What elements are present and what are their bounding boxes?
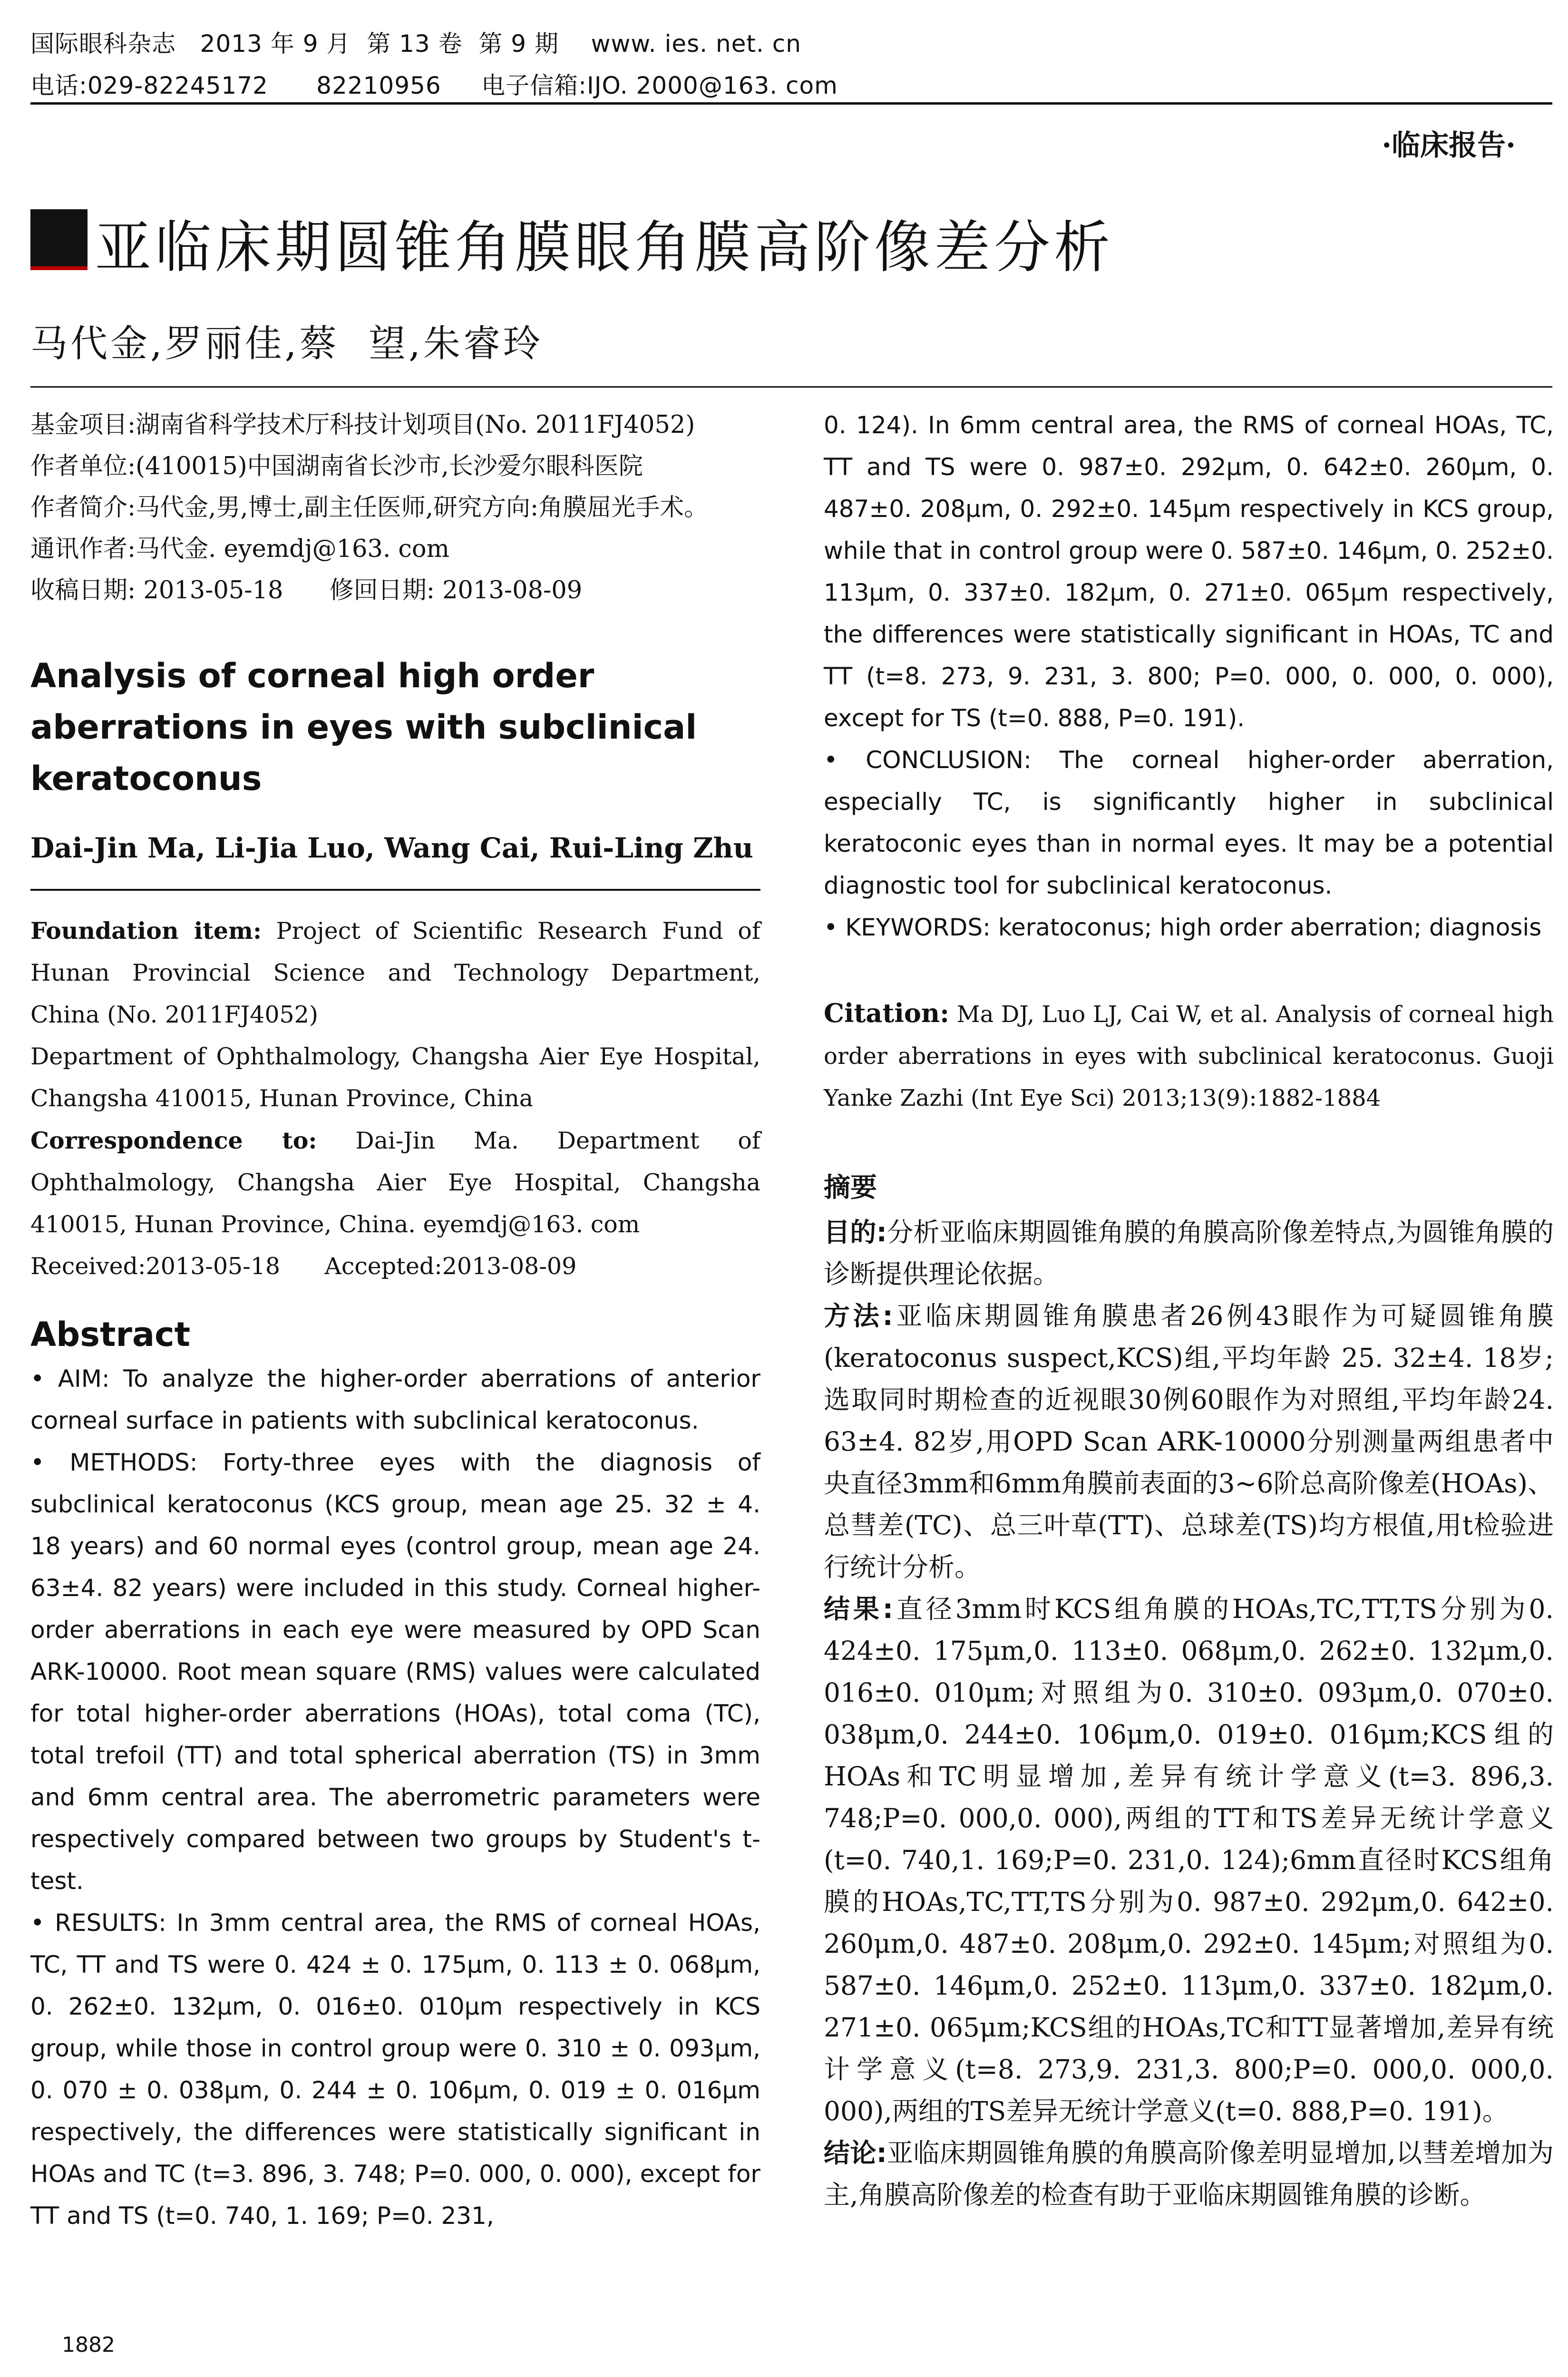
abstract-results-cont: 0. 124). In 6mm central area, the RMS of corneal HOAs, TC, TT and TS were 0. 987±0. 292μm, 0. 642±0. 260μm, 0. 487±0. 208μm, 0. 292±0. 145μm respectively in KCS group, while that in control group were 0. 587±0. 146μm, 0. 252±0. 113μm, 0. 337±0. 182μm, 0. 271±0. 065μm respectively, the differences were statistically significant in HOAs, TC and TT (t=8. 273, 9. 231, 3. 800; P=0. 000, 0. 000, 0. 000), except for TS (t=0. 888, P=0. 191). <box>824 411 1554 732</box>
header-rule <box>30 102 1552 105</box>
cn-meta-affiliation: 作者单位:(410015)中国湖南省长沙市,长沙爱尔眼科医院 <box>30 452 643 480</box>
abstract-body-cont <box>824 404 1554 948</box>
department: Department of Ophthalmology, Changsha Aier Eye Hospital, Changsha 410015, Hunan Province, China <box>30 1043 760 1112</box>
authors-rule <box>30 386 1552 388</box>
cn-results-label: 结果: <box>824 1594 893 1624</box>
cn-abstract-aim <box>824 1211 1554 1295</box>
en-meta-block <box>30 910 760 1287</box>
journal-header-line2: 电话:029-82245172 82210956 电子信箱:IJO. 2000@163. com <box>30 72 838 99</box>
abstract-heading: Abstract <box>30 1315 191 1354</box>
cn-conclusion-text: 亚临床期圆锥角膜的角膜高阶像差明显增加,以彗差增加为主,角膜高阶像差的检查有助于亚临床期圆锥角膜的诊断。 <box>824 2138 1554 2210</box>
cn-abstract-methods <box>824 1295 1554 1588</box>
open-access-logo <box>30 209 88 270</box>
right-column <box>824 404 1554 2216</box>
citation-text: Ma DJ, Luo LJ, Cai W, et al. Analysis of corneal high order aberrations in eyes with subclinical keratoconus. Guoji Yanke Zazhi (Int Eye Sci) 2013;13(9):1882-1884 <box>824 1001 1554 1111</box>
foundation-item <box>30 910 760 1036</box>
en-authors-rule <box>30 889 760 891</box>
abstract-conclusion: • CONCLUSION: The corneal higher-order aberration, especially TC, is significantly higher in subclinical keratoconic eyes than in normal eyes. It may be a potential diagnostic tool for subclinical keratoconus. <box>824 739 1554 906</box>
section-label: ·临床报告· <box>1382 129 1516 162</box>
foundation-text: Project of Scientific Research Fund of Hunan Provincial Science and Technology Department, China (No. 2011FJ4052) <box>30 917 761 1028</box>
cn-abstract-conclusion <box>824 2132 1554 2216</box>
paper-title: 亚临床期圆锥角膜眼角膜高阶像差分析 <box>95 214 1114 280</box>
cn-abstract-body <box>824 1211 1554 2216</box>
abstract-results: • RESULTS: In 3mm central area, the RMS of corneal HOAs, TC, TT and TS were 0. 424 ± 0. 175μm, 0. 113 ± 0. 068μm, 0. 262±0. 132μm, 0. 016±0. 010μm respectively in KCS group, while those in control group were 0. 310 ± 0. 093μm, 0. 070 ± 0. 038μm, 0. 244 ± 0. 106μm, 0. 019 ± 0. 016μm respectively, the differences were statistically significant in HOAs and TC (t=3. 896, 3. 748; P=0. 000, 0. 000), except for TT and TS (t=0. 740, 1. 169; P=0. 231, <box>30 1902 760 2237</box>
cn-meta-bio: 作者简介:马代金,男,博士,副主任医师,研究方向:角膜屈光手术。 <box>30 494 709 522</box>
abstract-aim: • AIM: To analyze the higher-order aberrations of anterior corneal surface in patients with subclinical keratoconus. <box>30 1358 760 1442</box>
cn-results-text: 直径3mm时KCS组角膜的HOAs,TC,TT,TS分别为0. 424±0. 175μm,0. 113±0. 068μm,0. 262±0. 132μm,0. 016±0. 010μm;对照组为0. 310±0. 093μm,0. 070±0. 038μm,0. 244±0. 106μm,0. 019±0. 016μm;KCS组的HOAs和TC明显增加,差异有统计学意义(t=3. 896,3. 748;P=0. 000,0. 000),两组的TT和TS差异无统计学意义(t=0. 740,1. 169;P=0. 231,0. 124);6mm直径时KCS组角膜的HOAs,TC,TT,TS分别为0. 987±0. 292μm,0. 642±0. 260μm,0. 487±0. 208μm,0. 292±0. 145μm;对照组为0. 587±0. 146μm,0. 252±0. 113μm,0. 337±0. 182μm,0. 271±0. 065μm;KCS组的HOAs,TC和TT显著增加,差异有统计学意义(t=8. 273,9. 231,3. 800;P=0. 000,0. 000,0. 000),两组的TS差异无统计学意义(t=0. 888,P=0. 191)。 <box>824 1594 1554 2126</box>
cn-conclusion-label: 结论: <box>824 2138 887 2168</box>
cn-meta-foundation: 基金项目:湖南省科学技术厅科技计划项目(No. 2011FJ4052) <box>30 411 695 439</box>
correspondence <box>30 1120 760 1246</box>
abstract-methods: • METHODS: Forty-three eyes with the diagnosis of subclinical keratoconus (KCS group, mean age 25. 32 ± 4. 18 years) and 60 normal eyes (control group, mean age 24. 63±4. 82 years) were included in this study. Corneal higher-order aberrations in each eye were measured by OPD Scan ARK-10000. Root mean square (RMS) values were calculated for total higher-order aberrations (HOAs), total coma (TC), total trefoil (TT) and total spherical aberration (TS) in 3mm and 6mm central area. The aberrometric parameters were respectively compared between two groups by Student's t-test. <box>30 1442 760 1902</box>
en-authors: Dai-Jin Ma, Li-Jia Luo, Wang Cai, Rui-Ling Zhu <box>30 832 753 864</box>
journal-header-line1: 国际眼科杂志 2013 年 9 月 第 13 卷 第 9 期 www. ies. net. cn <box>30 30 801 58</box>
page-number: 1882 <box>62 2333 115 2357</box>
cn-methods-label: 方法: <box>824 1301 893 1331</box>
abstract-body <box>30 1358 760 2237</box>
cn-abstract-heading: 摘要 <box>824 1172 877 1203</box>
cn-aim-label: 目的: <box>824 1217 887 1247</box>
en-title: Analysis of corneal high order aberrations in eyes with subclinical keratoconus <box>30 656 697 798</box>
abstract-keywords: • KEYWORDS: keratoconus; high order aberration; diagnosis <box>824 906 1554 948</box>
citation-label: Citation: <box>824 998 950 1028</box>
correspondence-label: Correspondence to: <box>30 1127 317 1154</box>
cn-meta-correspondence: 通讯作者:马代金. eyemdj@163. com <box>30 535 449 563</box>
cn-aim-text: 分析亚临床期圆锥角膜的角膜高阶像差特点,为圆锥角膜的诊断提供理论依据。 <box>824 1217 1554 1289</box>
received-dates: Received:2013-05-18 Accepted:2013-08-09 <box>30 1253 577 1280</box>
correspondence-text: Dai-Jin Ma. Department of Ophthalmology, Changsha Aier Eye Hospital, Changsha 410015, Hunan Province, China. eyemdj@163. com <box>30 1127 760 1238</box>
cn-abstract-results <box>824 1588 1554 2132</box>
citation <box>824 992 1554 1119</box>
foundation-label: Foundation item: <box>30 917 262 945</box>
cn-meta-block <box>30 404 760 611</box>
cn-meta-dates: 收稿日期: 2013-05-18 修回日期: 2013-08-09 <box>30 576 583 604</box>
left-column <box>30 404 760 2237</box>
authors-cn: 马代金,罗丽佳,蔡 望,朱睿玲 <box>30 322 543 365</box>
cn-methods-text: 亚临床期圆锥角膜患者26例43眼作为可疑圆锥角膜(keratoconus suspect,KCS)组,平均年龄 25. 32±4. 18岁;选取同时期检查的近视眼30例60眼作为对照组,平均年龄24. 63±4. 82岁,用OPD Scan ARK-10000分别测量两组患者中央直径3mm和6mm角膜前表面的3~6阶总高阶像差(HOAs)、总彗差(TC)、总三叶草(TT)、总球差(TS)均方根值,用t检验进行统计分析。 <box>824 1301 1554 1582</box>
